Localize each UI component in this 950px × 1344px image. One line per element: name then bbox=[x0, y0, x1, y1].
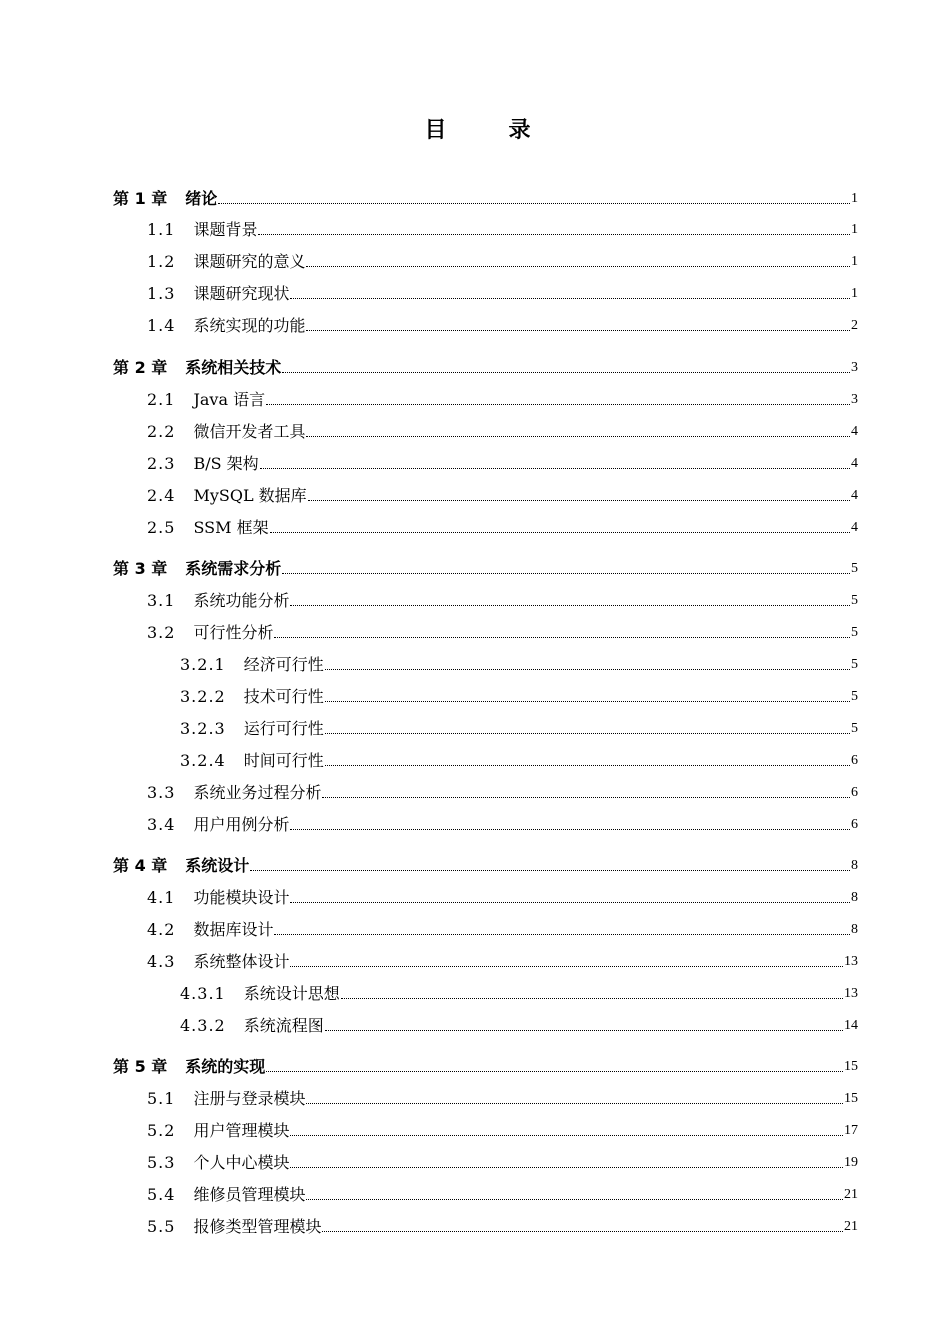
toc-entry-page: 1 bbox=[851, 286, 858, 301]
toc-leader-dots bbox=[308, 500, 850, 501]
toc-entry-page: 14 bbox=[844, 1018, 858, 1033]
toc-entry-page: 5 bbox=[851, 625, 858, 640]
toc-entry-number: 第 3 章 bbox=[113, 559, 168, 578]
toc-entry-title: 系统设计思想 bbox=[243, 984, 340, 1003]
toc-entry bbox=[147, 1085, 858, 1109]
toc-entry-title: 系统的实现 bbox=[185, 1057, 266, 1076]
toc-entry-number: 5.1 bbox=[147, 1089, 176, 1108]
toc-entry-title: 个人中心模块 bbox=[193, 1153, 290, 1172]
toc-entry-title: 数据库设计 bbox=[193, 920, 274, 939]
toc-leader-dots bbox=[266, 1071, 843, 1072]
toc-leader-dots bbox=[306, 436, 850, 437]
toc-leader-dots bbox=[306, 266, 850, 267]
toc-entry-page: 5 bbox=[851, 721, 858, 736]
toc-entry bbox=[180, 1012, 858, 1036]
toc-entry-page: 13 bbox=[844, 986, 858, 1001]
toc-entry-number: 1.1 bbox=[147, 220, 176, 239]
toc-entry bbox=[147, 216, 858, 240]
toc-entry-page: 5 bbox=[851, 689, 858, 704]
toc-entry-page: 6 bbox=[851, 785, 858, 800]
toc-entry-number: 5.2 bbox=[147, 1121, 176, 1140]
toc-entry-title: 系统整体设计 bbox=[193, 952, 290, 971]
toc-entry-title: 系统设计 bbox=[185, 856, 250, 875]
toc-entry-number: 2.2 bbox=[147, 422, 176, 441]
toc-entry-title: 系统流程图 bbox=[243, 1016, 324, 1035]
toc-leader-dots bbox=[306, 330, 850, 331]
toc-entry bbox=[113, 185, 858, 209]
toc-entry-title: MySQL 数据库 bbox=[193, 486, 307, 505]
toc-leader-dots bbox=[322, 1231, 843, 1232]
toc-leader-dots bbox=[270, 532, 850, 533]
toc-entry-page: 13 bbox=[844, 954, 858, 969]
toc-entry-number: 3.2.1 bbox=[180, 655, 226, 674]
toc-entry bbox=[147, 312, 858, 336]
toc-entry-page: 8 bbox=[851, 890, 858, 905]
toc-entry-page: 5 bbox=[851, 657, 858, 672]
toc-entry-number: 2.1 bbox=[147, 390, 176, 409]
toc-entry-page: 4 bbox=[851, 456, 858, 471]
toc-entry-number: 3.1 bbox=[147, 591, 176, 610]
toc-leader-dots bbox=[290, 1135, 843, 1136]
toc-entry-number: 4.3 bbox=[147, 952, 176, 971]
toc-entry bbox=[147, 418, 858, 442]
toc-entry bbox=[180, 651, 858, 675]
toc-entry-title: 系统相关技术 bbox=[185, 358, 282, 377]
toc-entry-page: 4 bbox=[851, 488, 858, 503]
toc-entry bbox=[147, 1117, 858, 1141]
toc-leader-dots bbox=[306, 1103, 843, 1104]
toc-entry-title: 经济可行性 bbox=[243, 655, 324, 674]
toc-entry bbox=[147, 386, 858, 410]
page-title: 目 录 bbox=[424, 118, 551, 143]
toc-entry-page: 6 bbox=[851, 817, 858, 832]
toc-entry-title: 微信开发者工具 bbox=[193, 422, 306, 441]
toc-entry bbox=[147, 916, 858, 940]
toc-entry bbox=[180, 715, 858, 739]
toc-leader-dots bbox=[290, 902, 850, 903]
toc-leader-dots bbox=[325, 669, 850, 670]
toc-entry-title: 功能模块设计 bbox=[193, 888, 290, 907]
toc-entry-page: 21 bbox=[844, 1187, 858, 1202]
toc-entry-number: 1.4 bbox=[147, 316, 176, 335]
toc-entry-title: 注册与登录模块 bbox=[193, 1089, 306, 1108]
toc-entry-number: 4.3.2 bbox=[180, 1016, 226, 1035]
toc-entry-title: 时间可行性 bbox=[243, 751, 324, 770]
toc-entry-page: 8 bbox=[851, 922, 858, 937]
toc-entry bbox=[147, 948, 858, 972]
toc-entry-number: 3.2.4 bbox=[180, 751, 226, 770]
toc-entry-title: 报修类型管理模块 bbox=[193, 1217, 322, 1236]
toc-entry bbox=[180, 980, 858, 1004]
toc-entry-page: 5 bbox=[851, 593, 858, 608]
toc-entry-title: 系统功能分析 bbox=[193, 591, 290, 610]
toc-entry-number: 5.4 bbox=[147, 1185, 176, 1204]
toc-entry-title: 用户管理模块 bbox=[193, 1121, 290, 1140]
toc-entry bbox=[180, 747, 858, 771]
toc-entry-number: 4.3.1 bbox=[180, 984, 226, 1003]
toc-leader-dots bbox=[274, 637, 850, 638]
toc-entry-number: 2.4 bbox=[147, 486, 176, 505]
toc-entry-title: 技术可行性 bbox=[243, 687, 324, 706]
toc-entry-number: 4.2 bbox=[147, 920, 176, 939]
toc-leader-dots bbox=[282, 573, 850, 574]
toc-entry-number: 第 1 章 bbox=[113, 189, 168, 208]
toc-entry-page: 3 bbox=[851, 392, 858, 407]
toc-leader-dots bbox=[325, 1030, 843, 1031]
toc-entry-number: 第 4 章 bbox=[113, 856, 168, 875]
toc-entry-number: 3.2.2 bbox=[180, 687, 226, 706]
toc-entry-title: 系统实现的功能 bbox=[193, 316, 306, 335]
toc-entry bbox=[147, 1213, 858, 1237]
toc-entry-title: 课题研究的意义 bbox=[193, 252, 306, 271]
toc-entry-number: 3.2.3 bbox=[180, 719, 226, 738]
toc-entry-number: 5.3 bbox=[147, 1153, 176, 1172]
toc-entry-number: 3.2 bbox=[147, 623, 176, 642]
toc-leader-dots bbox=[266, 404, 850, 405]
toc-entry bbox=[147, 1149, 858, 1173]
toc-entry-title: 可行性分析 bbox=[193, 623, 274, 642]
toc-leader-dots bbox=[325, 733, 850, 734]
toc-leader-dots bbox=[290, 966, 843, 967]
toc-entry bbox=[113, 354, 858, 378]
toc-entry-title: B/S 架构 bbox=[193, 454, 259, 473]
toc-leader-dots bbox=[306, 1199, 843, 1200]
toc-entry-page: 4 bbox=[851, 424, 858, 439]
toc-leader-dots bbox=[260, 468, 850, 469]
toc-leader-dots bbox=[290, 1167, 843, 1168]
toc-entry-number: 4.1 bbox=[147, 888, 176, 907]
toc-entry-number: 3.3 bbox=[147, 783, 176, 802]
toc-entry-title: 课题研究现状 bbox=[193, 284, 290, 303]
toc-entry-page: 19 bbox=[844, 1155, 858, 1170]
toc-entry bbox=[147, 619, 858, 643]
toc-entry-title: 维修员管理模块 bbox=[193, 1185, 306, 1204]
toc-entry-title: 课题背景 bbox=[193, 220, 258, 239]
toc-entry bbox=[147, 811, 858, 835]
toc-entry bbox=[113, 852, 858, 876]
toc-leader-dots bbox=[290, 829, 850, 830]
toc-entry bbox=[147, 514, 858, 538]
toc-entry-number: 1.2 bbox=[147, 252, 176, 271]
toc-entry bbox=[147, 587, 858, 611]
toc-entry-title: SSM 框架 bbox=[193, 518, 269, 537]
toc-entry-page: 1 bbox=[851, 222, 858, 237]
toc-entry bbox=[147, 280, 858, 304]
toc-leader-dots bbox=[250, 870, 850, 871]
toc-leader-dots bbox=[290, 298, 850, 299]
toc-entry bbox=[147, 779, 858, 803]
toc-entry-page: 1 bbox=[851, 254, 858, 269]
toc-entry-page: 6 bbox=[851, 753, 858, 768]
toc-entry-page: 1 bbox=[851, 191, 858, 206]
toc-entry-number: 第 5 章 bbox=[113, 1057, 168, 1076]
toc-entry-title: 绪论 bbox=[185, 189, 218, 208]
toc-entry bbox=[113, 1053, 858, 1077]
toc-entry bbox=[147, 248, 858, 272]
toc-leader-dots bbox=[258, 234, 850, 235]
toc-leader-dots bbox=[290, 605, 850, 606]
toc-entry bbox=[180, 683, 858, 707]
toc-entry-number: 5.5 bbox=[147, 1217, 176, 1236]
toc-leader-dots bbox=[325, 765, 850, 766]
toc-entry-page: 8 bbox=[851, 858, 858, 873]
toc-entry-page: 3 bbox=[851, 360, 858, 375]
toc-entry-page: 2 bbox=[851, 318, 858, 333]
toc-entry bbox=[147, 884, 858, 908]
toc-entry-title: Java 语言 bbox=[193, 390, 266, 409]
toc-entry bbox=[113, 555, 858, 579]
toc-entry bbox=[147, 450, 858, 474]
toc-entry-number: 3.4 bbox=[147, 815, 176, 834]
toc-entry-number: 2.5 bbox=[147, 518, 176, 537]
toc-leader-dots bbox=[282, 372, 850, 373]
toc-entry bbox=[147, 1181, 858, 1205]
toc-entry bbox=[147, 482, 858, 506]
toc-leader-dots bbox=[325, 701, 850, 702]
toc-entry-title: 系统需求分析 bbox=[185, 559, 282, 578]
toc-entry-number: 2.3 bbox=[147, 454, 176, 473]
toc-leader-dots bbox=[218, 203, 850, 204]
toc-entry-page: 4 bbox=[851, 520, 858, 535]
toc-entry-title: 运行可行性 bbox=[243, 719, 324, 738]
toc-entry-page: 5 bbox=[851, 561, 858, 576]
toc-leader-dots bbox=[274, 934, 850, 935]
toc-entry-number: 1.3 bbox=[147, 284, 176, 303]
toc-entry-title: 系统业务过程分析 bbox=[193, 783, 322, 802]
toc-entry-number: 第 2 章 bbox=[113, 358, 168, 377]
toc-entry-page: 15 bbox=[844, 1091, 858, 1106]
toc-entry-title: 用户用例分析 bbox=[193, 815, 290, 834]
toc-entry-page: 17 bbox=[844, 1123, 858, 1138]
toc-leader-dots bbox=[322, 797, 850, 798]
toc-leader-dots bbox=[341, 998, 843, 999]
toc-entry-page: 15 bbox=[844, 1059, 858, 1074]
toc-entry-page: 21 bbox=[844, 1219, 858, 1234]
